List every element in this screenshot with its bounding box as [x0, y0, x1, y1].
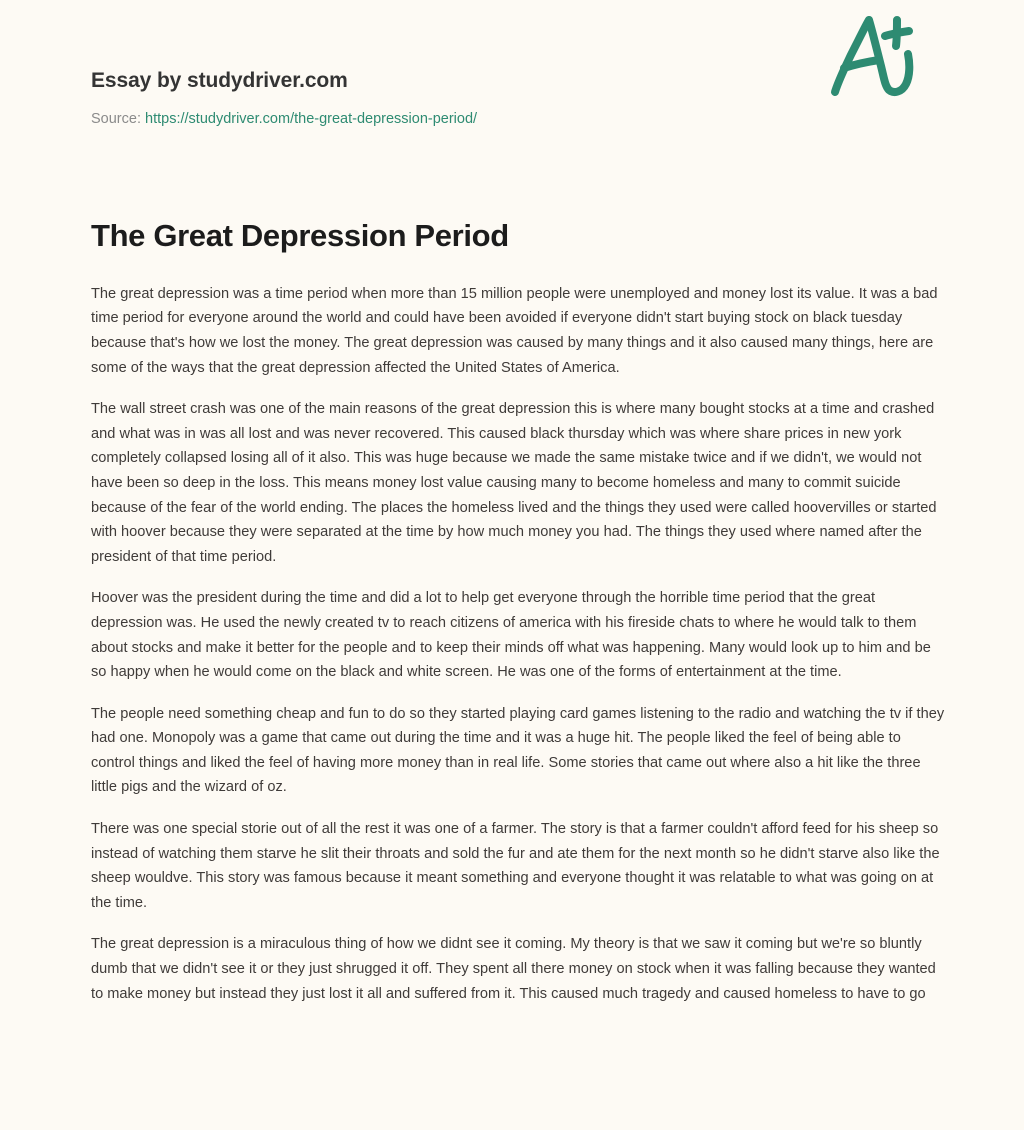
header-text-block [91, 68, 791, 129]
studydriver-a-plus-logo-icon [822, 8, 926, 104]
source-line [91, 110, 791, 129]
source-url-link[interactable]: https://studydriver.com/the-great-depression-period/ [145, 111, 478, 128]
article [0, 217, 1024, 1006]
paragraph: The wall street crash was one of the main reasons of the great depression this is where many bought stocks at a time and crashed and what was in was all lost and was never recovered. This caused black thursday which was where share prices in new york completely collapsed losing all of it also. This was huge because we made the same mistake twice and if we didn't, we would not have been so deep in the loss. This means money lost value causing many to become homeless and many to commit suicide because of the fear of the world ending. The places the homeless lived and the things they used were called hoovervilles or started with hoover because they were separated at the time by how much money you had. The things they used where named after the president of that time period. [91, 401, 937, 565]
article-body [91, 282, 946, 1006]
paragraph: The great depression was a time period when more than 15 million people were unemployed and money lost its value. It was a bad time period for everyone around the world and could have been avoided if everyone didn't start buying stock on black tuesday because that's how we lost the money. The great depression was caused by many things and it also caused many things, here are some of the ways that the great depression affected the United States of America. [91, 285, 938, 376]
paragraph: The great depression is a miraculous thing of how we didnt see it coming. My theory is that we saw it coming but we're so bluntly dumb that we didn't see it or they just shrugged it off. They spent all there money on stock when it was falling because they wanted to make money but instead they just lost it all and suffered from it. This caused much tragedy and caused homeless to have to go [91, 936, 936, 1002]
paragraph: The people need something cheap and fun to do so they started playing card games listening to the radio and watching the tv if they had one. Monopoly was a game that came out during the time and it was a huge hit. The people liked the feel of being able to control things and liked the feel of having more money than in real life. Some stories that came out where also a hit like the three little pigs and the wizard of oz. [91, 705, 945, 796]
paragraph: There was one special storie out of all the rest it was one of a farmer. The story is that a farmer couldn't afford feed for his sheep so instead of watching them starve he slit their throats and sold the fur and ate them for the next month so he didn't starve also like the sheep wouldve. This story was famous because it meant something and everyone thought it was relatable to what was going on at the time. [91, 821, 940, 911]
document-header [0, 0, 1024, 129]
source-label: Source: [91, 111, 141, 128]
page-title: The Great Depression Period [91, 218, 509, 254]
essay-byline: Essay by studydriver.com [91, 69, 348, 92]
paragraph: Hoover was the president during the time and did a lot to help get everyone through the horrible time period that the great depression was. He used the newly created tv to reach citizens of america with his fireside chats to where he would talk to them about stocks and make it better for the people and to keep their minds off what was happening. Many would look up to him and be so happy when he would come on the black and white screen. He was one of the forms of entertainment at the time. [91, 590, 931, 681]
